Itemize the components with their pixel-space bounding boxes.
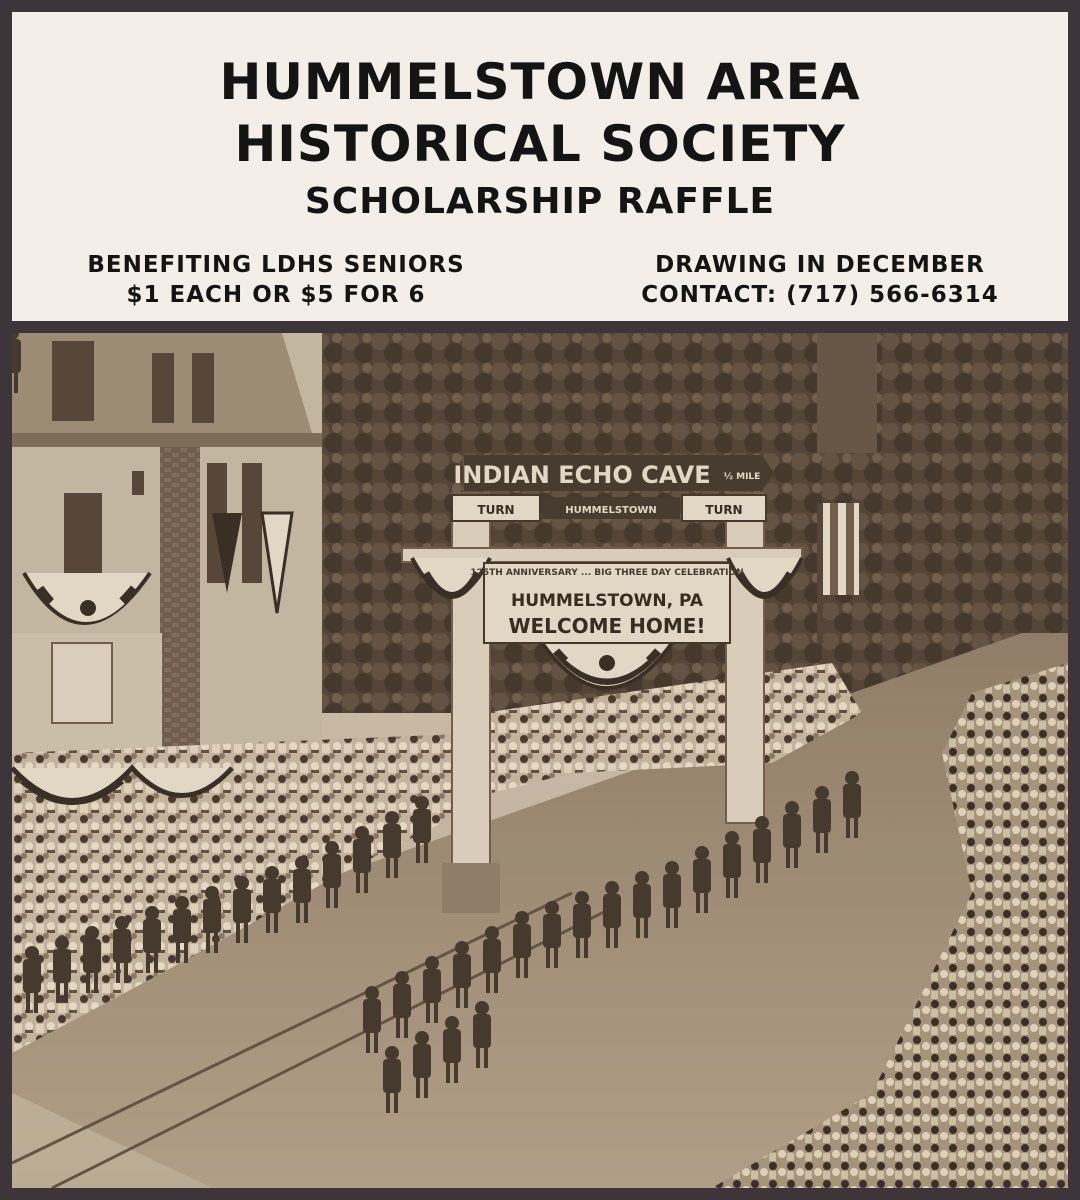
cave-sign-text: INDIAN ECHO CAVE xyxy=(453,461,711,489)
drawing-date-text: DRAWING IN DECEMBER xyxy=(655,252,985,278)
beneficiary-text: BENEFITING LDHS SENIORS xyxy=(87,252,465,278)
info-left xyxy=(16,250,536,310)
title-line-2: HISTORICAL SOCIETY xyxy=(234,115,846,173)
turn-sign-right: TURN xyxy=(705,503,743,517)
info-right xyxy=(560,250,1080,310)
contact-text: CONTACT: (717) 566-6314 xyxy=(641,282,999,308)
arch-small-text: 125TH ANNIVERSARY ... BIG THREE DAY CELEBRATION xyxy=(470,568,744,578)
header-panel xyxy=(12,12,1068,321)
arch-line-1: HUMMELSTOWN, PA xyxy=(510,591,704,611)
turn-sign-left: TURN xyxy=(477,503,515,517)
arch-line-2: WELCOME HOME! xyxy=(508,614,706,638)
parade-photo xyxy=(12,333,1068,1188)
town-sign-text: HUMMELSTOWN xyxy=(565,505,657,516)
title-line-1: HUMMELSTOWN AREA xyxy=(219,53,861,111)
subtitle: SCHOLARSHIP RAFFLE xyxy=(304,181,776,222)
price-text: $1 EACH OR $5 FOR 6 xyxy=(126,282,426,308)
cave-sign-distance: ½ MILE xyxy=(723,472,761,482)
